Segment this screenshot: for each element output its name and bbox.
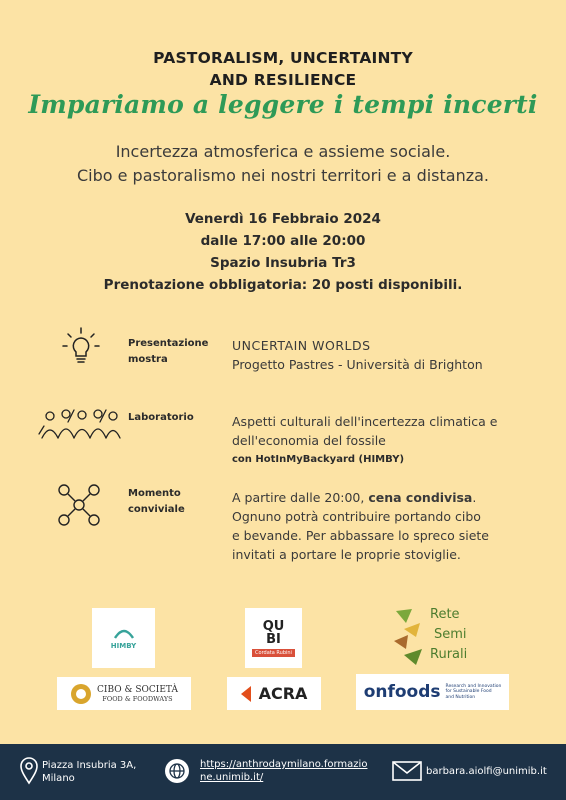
- activity-text-laboratorio: [232, 412, 532, 469]
- acra-mark-icon: [241, 686, 257, 702]
- address-line2: Milano: [42, 773, 75, 784]
- onfoods-logo: [356, 674, 509, 710]
- activity-text-conviviale: [232, 488, 532, 564]
- footer-email[interactable]: barbara.aiolfi@unimib.it: [426, 766, 547, 777]
- location-pin-icon: [20, 757, 38, 789]
- activity-line: UNCERTAIN WORLDS: [232, 338, 371, 353]
- event-place: Spazio Insubria Tr3: [210, 255, 356, 271]
- activity-line: Ognuno potrà contribuire portando cibo: [232, 509, 481, 524]
- activity-line: dell'economia del fossile: [232, 433, 386, 448]
- address-line1: Piazza Insubria 3A,: [42, 760, 137, 771]
- rete-line1: Rete: [430, 607, 460, 622]
- himby-logo: [92, 608, 155, 668]
- acra-text: ACRA: [258, 684, 308, 703]
- onfoods-tag1: Research and Innovation: [445, 683, 502, 689]
- activity-line: [232, 488, 532, 507]
- footer-address: [42, 759, 136, 785]
- rete-line3: Rurali: [430, 647, 468, 662]
- network-people-icon: [56, 482, 102, 528]
- url-line2: ne.unimib.it/: [200, 772, 264, 783]
- activity-highlight: cena condivisa: [368, 490, 473, 505]
- event-date: Venerdì 16 Febbraio 2024: [185, 211, 381, 227]
- event-subtitle: Impariamo a leggere i tempi incerti: [28, 90, 538, 119]
- event-title-line2: AND RESILIENCE: [209, 71, 357, 89]
- activity-text-presentazione: [232, 336, 532, 374]
- activity-suffix: .: [472, 490, 477, 505]
- activity-line: Aspetti culturali dell'incertezza climatica e: [232, 414, 498, 429]
- activity-prefix: A partire dalle 20:00,: [232, 490, 369, 505]
- activity-partner: con HotInMyBackyard (HIMBY): [232, 454, 405, 465]
- globe-icon: [164, 758, 190, 788]
- cibo-line2: FOOD & FOODWAYS: [102, 694, 173, 703]
- activity-line: invitati a portare le proprie stoviglie.: [232, 547, 461, 562]
- cibo-societa-logo: [57, 677, 191, 710]
- lead-line1: Incertezza atmosferica e assieme sociale.: [115, 142, 451, 161]
- activity-line: Progetto Pastres - Università di Brighton: [232, 357, 483, 372]
- himby-mark-icon: [113, 626, 135, 640]
- cibo-mark-icon: [70, 683, 92, 705]
- activity-label-presentazione: Presentazione mostra: [128, 338, 209, 365]
- footer-website-link[interactable]: [200, 758, 367, 784]
- activity-label-laboratorio: Laboratorio: [128, 412, 194, 423]
- mail-icon: [392, 761, 422, 785]
- event-booking: Prenotazione obbligatoria: 20 posti disponibili.: [103, 277, 463, 293]
- rete-line2: Semi: [434, 627, 467, 642]
- qubi-top-text: QU: [262, 618, 285, 634]
- footer-bar: [0, 744, 566, 800]
- event-time: dalle 17:00 alle 20:00: [200, 233, 366, 249]
- url-line1: https://anthrodaymilano.formazio: [200, 759, 368, 770]
- event-title-line1: PASTORALISM, UNCERTAINTY: [153, 49, 413, 67]
- acra-logo: [227, 677, 321, 710]
- people-group-icon: [38, 404, 122, 442]
- qubi-tag: Cordata Rubini: [252, 649, 295, 657]
- activity-label-conviviale: Momento conviviale: [128, 488, 185, 515]
- rete-semi-rurali-logo: [390, 605, 490, 669]
- onfoods-tag2: for Sustainable Food: [445, 689, 492, 695]
- onfoods-tag3: and Nutrition: [445, 694, 476, 700]
- onfoods-text: onfoods: [363, 682, 441, 702]
- cibo-line1: CIBO & SOCIETÀ: [97, 684, 178, 695]
- himby-logo-text: HIMBY: [110, 642, 137, 650]
- lightbulb-icon: [60, 326, 102, 368]
- lead-line2: Cibo e pastoralismo nei nostri territori e a distanza.: [76, 166, 490, 185]
- qubi-bottom-text: BI: [266, 631, 281, 647]
- activity-line: e bevande. Per abbassare lo spreco siete: [232, 528, 489, 543]
- qubi-logo: [245, 608, 302, 668]
